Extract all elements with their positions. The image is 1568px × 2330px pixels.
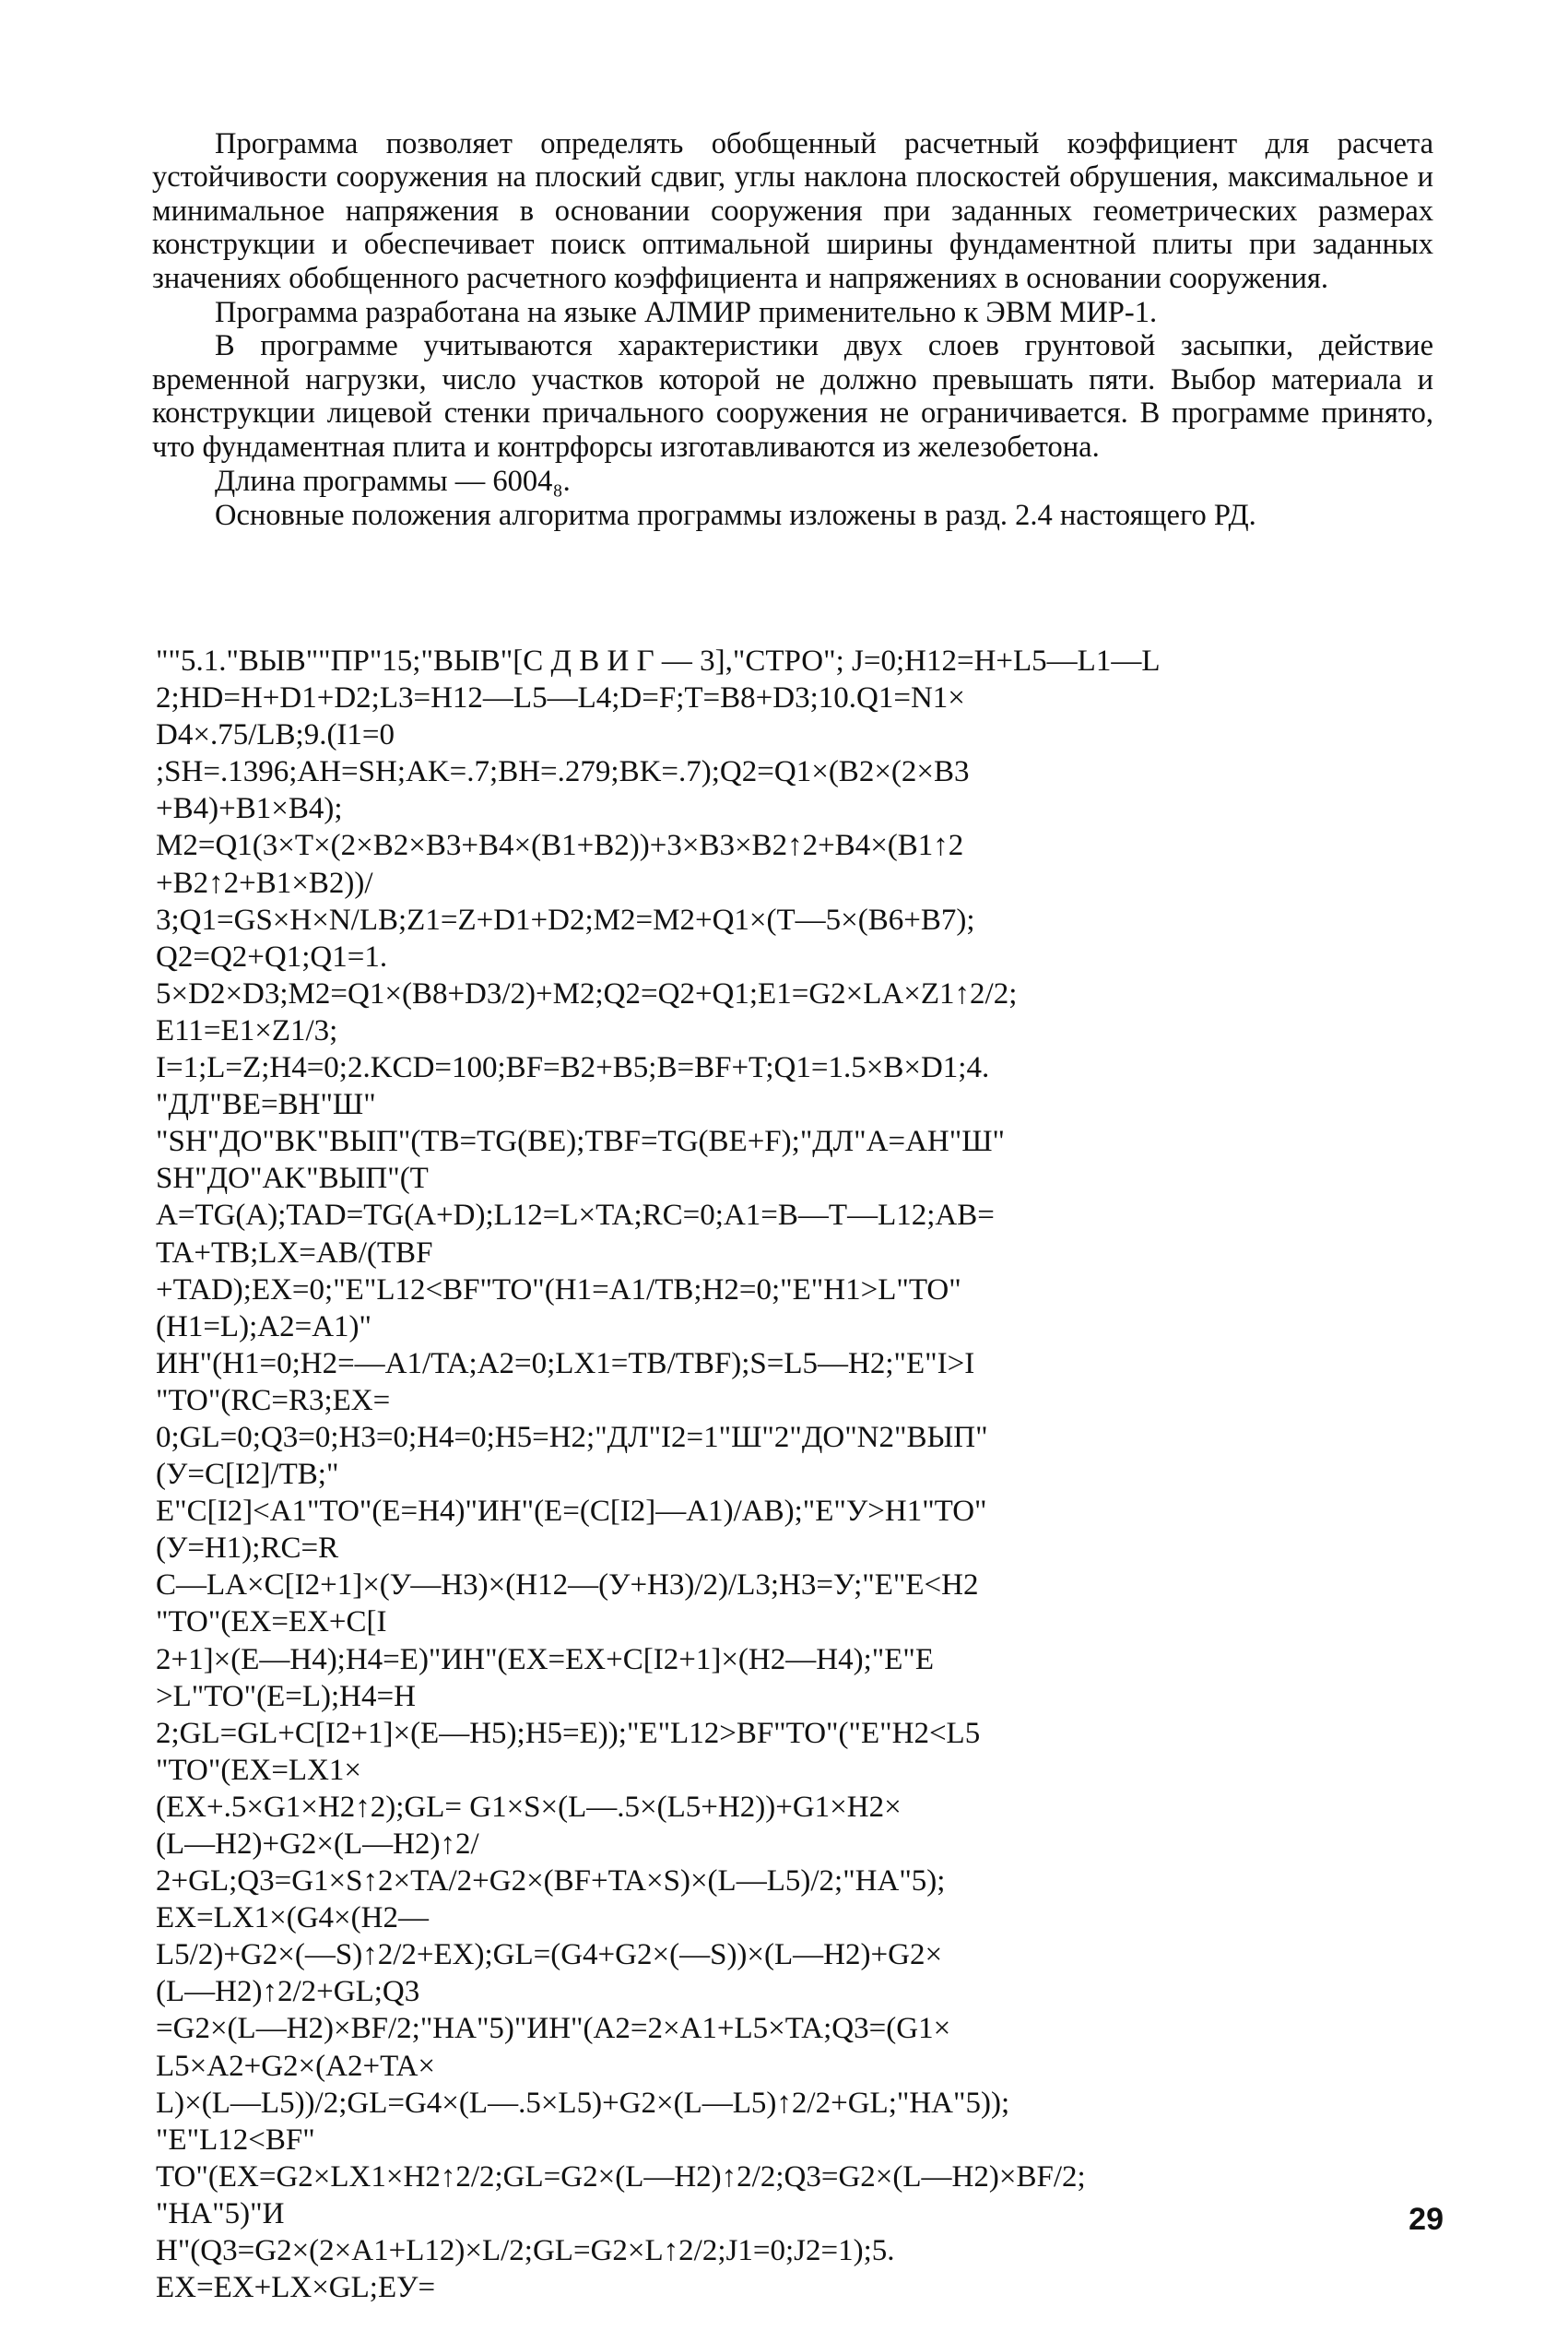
code-line: =G2×(L—H2)×BF/2;"HA"5)"ИН"(A2=2×A1+L5×TA;Q3=(G1× (156, 2012, 951, 2046)
program-listing (156, 643, 1409, 2306)
code-line: C—LA×C[I2+1]×(У—H3)×(H12—(У+H3)/2)/L3;H3=У;"E"E<H2 (156, 1568, 979, 1603)
code-line: ИН"(H1=0;H2=—A1/TA;A2=0;LX1=TB/TBF);S=L5—H2;"E"I>I (156, 1346, 975, 1380)
code-line: ""5.1."ВЫВ""ПР"15;"ВЫВ"[С Д В И Г — 3],"СТРО"; J=0;H12=H+L5—L1—L (156, 645, 1161, 678)
code-line: ;SH=.1396;AH=SH;AK=.7;BH=.279;BK=.7);Q2=Q1×(B2×(2×B3 (156, 755, 970, 789)
code-line: "TO"(EX=LX1× (156, 1753, 362, 1787)
code-line: +TAD);EX=0;"E"L12<BF"TO"(H1=A1/TB;H2=0;"E"H1>L"TO" (156, 1272, 961, 1307)
code-line: EX=LX1×(G4×(H2— (156, 1901, 429, 1935)
code-line: L)×(L—L5))/2;GL=G4×(L—.5×L5)+G2×(L—L5)↑2/2+GL;"HA"5)); (156, 2086, 1010, 2120)
code-line: "TO"(EX=EX+C[I (156, 1605, 387, 1639)
code-line: E"C[I2]<A1"TO"(E=H4)"ИН"(E=(C[I2]—A1)/AB);"E"У>H1"TO" (156, 1495, 987, 1529)
paragraph-language: Программа разработана на языке АЛМИР применительно к ЭВМ МИР-1. (215, 296, 1158, 330)
code-line: 2;GL=GL+C[I2+1]×(E—H5);H5=E));"E"L12>BF"TO"("E"H2<L5 (156, 1716, 981, 1750)
code-line: SH"ДО"AK"ВЫП"(T (156, 1162, 429, 1196)
code-line: TO"(EX=G2×LX1×H2↑2/2;GL=G2×(L—H2)↑2/2;Q3=G2×(L—H2)×BF/2; (156, 2159, 1086, 2194)
code-line: H"(Q3=G2×(2×A1+L12)×L/2;GL=G2×L↑2/2;J1=0;J2=1);5. (156, 2234, 895, 2268)
code-line: (У=C[I2]/TB;" (156, 1458, 339, 1492)
code-line: E11=E1×Z1/3; (156, 1013, 338, 1047)
code-line: (H1=L);A2=A1)" (156, 1309, 371, 1343)
code-line: "E"L12<BF" (156, 2123, 315, 2157)
code-line: "TO"(RC=R3;EX= (156, 1383, 391, 1417)
description-text (152, 127, 1433, 533)
code-line: (EX+.5×G1×H2↑2);GL= G1×S×(L—.5×(L5+H2))+G1×H2× (156, 1790, 902, 1824)
code-line: L5×A2+G2×(A2+TA× (156, 2049, 436, 2083)
code-line: 2;HD=H+D1+D2;L3=H12—L5—L4;D=F;T=B8+D3;10.Q1=N1× (156, 681, 965, 716)
code-line: (У=H1);RC=R (156, 1532, 339, 1566)
code-line: 5×D2×D3;M2=Q1×(B8+D3/2)+M2;Q2=Q2+Q1;E1=G2×LA×Z1↑2/2; (156, 976, 1018, 1011)
code-line: +B2↑2+B1×B2))/ (156, 866, 373, 900)
code-line: >L"TO"(E=L);H4=H (156, 1679, 416, 1713)
code-line: 3;Q1=GS×H×N/LB;Z1=Z+D1+D2;M2=M2+Q1×(T—5×(B6+B7); (156, 903, 975, 937)
code-line: A=TG(A);TAD=TG(A+D);L12=L×TA;RC=0;A1=B—T—L12;AB= (156, 1199, 995, 1233)
code-line: I=1;L=Z;H4=0;2.KCD=100;BF=B2+B5;B=BF+T;Q1=1.5×B×D1;4. (156, 1051, 990, 1085)
paragraph-length: Длина программы — 6004₈. (215, 465, 571, 499)
code-line: 2+GL;Q3=G1×S↑2×TA/2+G2×(BF+TA×S)×(L—L5)/2;"HA"5); (156, 1864, 946, 1898)
code-line: 2+1]×(E—H4);H4=E)"ИН"(EX=EX+C[I2+1]×(H2—H4);"E"E (156, 1642, 934, 1676)
code-line: Q2=Q2+Q1;Q1=1. (156, 940, 388, 974)
code-line: "ДЛ"BE=BH"Ш" (156, 1088, 376, 1122)
code-line: "HA"5)"И (156, 2196, 285, 2230)
paragraph-reference: Основные положения алгоритма программы изложены в разд. 2.4 настоящего РД. (215, 499, 1256, 533)
code-line: "SH"ДО"BK"ВЫП"(TB=TG(BE);TBF=TG(BE+F);"ДЛ"A=AH"Ш" (156, 1125, 1005, 1159)
page-number: 29 (1409, 2202, 1444, 2237)
code-line: TA+TB;LX=AB/(TBF (156, 1236, 433, 1270)
paragraph-purpose: Программа позволяет определять обобщенный расчетный коэффициент для расчета устойчивости сооружения на плоский сдвиг, углы наклона плоскостей обрушения, максимальное и минимальное напряжения в основании сооружения при заданных геометрических размерах конструкции и обеспечивает поиск оптимальной ширины фундаментной плиты при заданных значениях обобщенного расчетного коэффициента и напряжениях в основании сооружения. (152, 127, 1433, 295)
code-line: M2=Q1(3×T×(2×B2×B3+B4×(B1+B2))+3×B3×B2↑2+B4×(B1↑2 (156, 829, 964, 863)
code-line: (L—H2)+G2×(L—H2)↑2/ (156, 1827, 479, 1861)
code-line: +B4)+B1×B4); (156, 792, 343, 826)
code-line: D4×.75/LB;9.(I1=0 (156, 718, 395, 752)
code-line: L5/2)+G2×(—S)↑2/2+EX);GL=(G4+G2×(—S))×(L—H2)+G2× (156, 1938, 943, 1972)
code-line: (L—H2)↑2/2+GL;Q3 (156, 1975, 420, 2009)
code-line: 0;GL=0;Q3=0;H3=0;H4=0;H5=H2;"ДЛ"I2=1"Ш"2"ДО"N2"ВЫП" (156, 1420, 988, 1454)
paragraph-features: В программе учитываются характеристики двух слоев грунтовой засыпки, действие временной нагрузки, число участков которой не должно превышать пяти. Выбор материала и конструкции лицевой стенки причального сооружения не ограничивается. В программе принято, что фундаментная плита и контрфорсы изготавливаются из железобетона. (152, 329, 1433, 464)
code-line: EX=EX+LX×GL;EУ= (156, 2271, 436, 2305)
